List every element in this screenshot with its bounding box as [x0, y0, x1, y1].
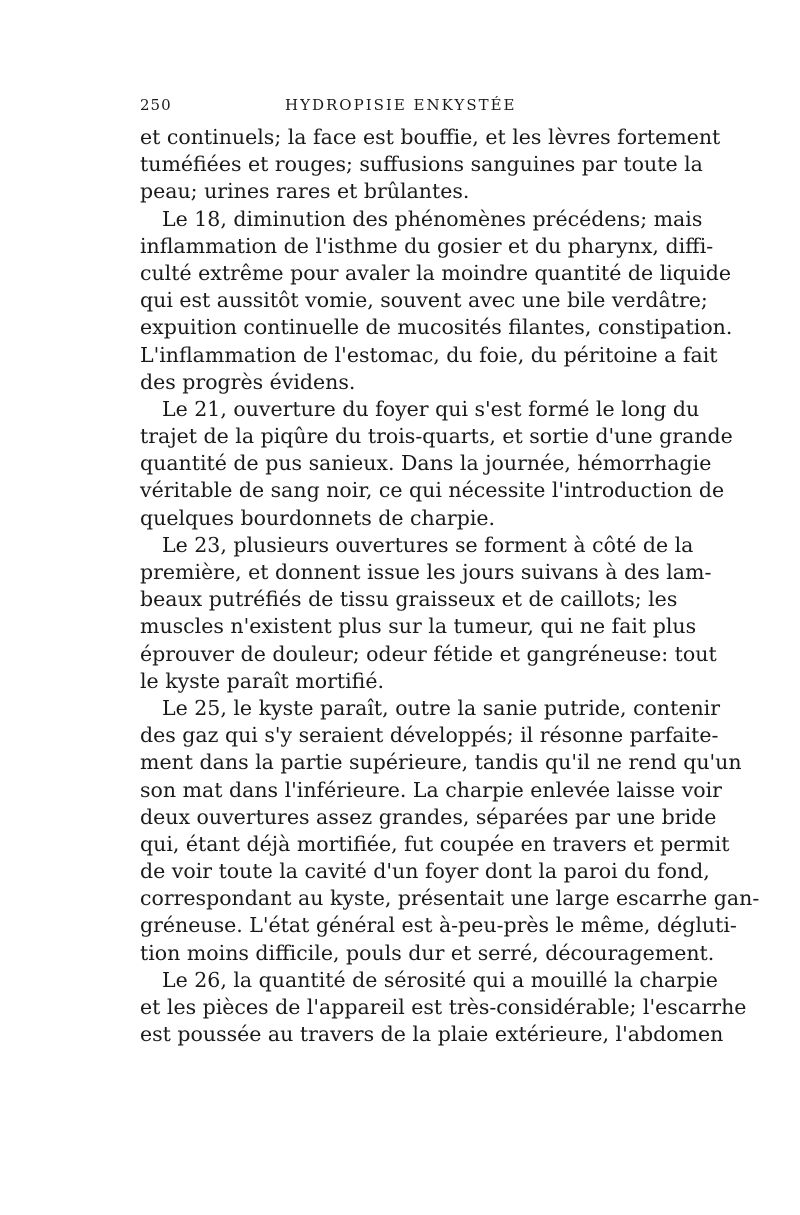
- text-line: première, et donnent issue les jours suivans à des lam-: [140, 560, 712, 584]
- text-line: tion moins difficile, pouls dur et serré, découragement.: [140, 940, 715, 965]
- running-title: HYDROPISIE ENKYSTÉE: [285, 96, 517, 114]
- page-header: [140, 96, 662, 120]
- paragraph-start-line: Le 23, plusieurs ouvertures se forment à côté de la: [162, 532, 694, 557]
- text-line: expuition continuelle de mucosités filantes, constipation.: [140, 315, 733, 340]
- text-line: qui est aussitôt vomie, souvent avec une bile verdâtre;: [140, 288, 708, 313]
- paragraph-start-line: Le 25, le kyste paraît, outre la sanie putride, contenir: [162, 695, 721, 720]
- text-line: est poussée au travers de la plaie extérieure, l'abdomen: [140, 1022, 724, 1047]
- text-line: muscles n'existent plus sur la tumeur, qui ne fait plus: [140, 614, 697, 639]
- text-line: tuméfiées et rouges; suffusions sanguines par toute la: [140, 152, 703, 177]
- page-number: 250: [140, 96, 172, 114]
- text-line: culté extrême pour avaler la moindre quantité de liquide: [140, 260, 731, 285]
- text-line: beaux putréfiés de tissu graisseux et de caillots; les: [140, 587, 678, 612]
- text-line: des gaz qui s'y seraient développés; il résonne parfaite-: [140, 723, 719, 748]
- text-line: correspondant au kyste, présentait une large escarrhe gan-: [140, 886, 760, 911]
- paragraph-start-line: Le 21, ouverture du foyer qui s'est formé le long du: [162, 396, 700, 421]
- text-line: ment dans la partie supérieure, tandis qu'il ne rend qu'un: [140, 750, 742, 775]
- body-text: [140, 124, 760, 1048]
- text-line: inflammation de l'isthme du gosier et du pharynx, diffi-: [140, 233, 714, 258]
- text-line: quantité de pus sanieux. Dans la journée, hémorrhagie: [140, 451, 712, 476]
- text-line: éprouver de douleur; odeur fétide et gangréneuse: tout: [140, 641, 717, 666]
- paragraph-start-line: Le 18, diminution des phénomènes précédens; mais: [162, 206, 703, 231]
- text-line: véritable de sang noir, ce qui nécessite l'introduction de: [140, 478, 725, 503]
- text-line: quelques bourdonnets de charpie.: [140, 505, 496, 530]
- text-line: gréneuse. L'état général est à-peu-près le même, dégluti-: [140, 913, 737, 938]
- text-line: le kyste paraît mortifié.: [140, 668, 384, 693]
- text-line: son mat dans l'inférieure. La charpie enlevée laisse voir: [140, 777, 722, 802]
- text-line: trajet de la piqûre du trois-quarts, et sortie d'une grande: [140, 424, 733, 449]
- text-line: peau; urines rares et brûlantes.: [140, 179, 470, 204]
- text-line: qui, étant déjà mortifiée, fut coupée en travers et permit: [140, 831, 730, 856]
- paragraph-start-line: Le 26, la quantité de sérosité qui a mouillé la charpie: [162, 967, 718, 992]
- text-line: des progrès évidens.: [140, 369, 356, 394]
- text-line: et continuels; la face est bouffie, et les lèvres fortement: [140, 125, 721, 149]
- text-line: de voir toute la cavité d'un foyer dont la paroi du fond,: [140, 859, 710, 884]
- text-line: et les pièces de l'appareil est très-considérable; l'escarrhe: [140, 995, 747, 1019]
- text-line: deux ouvertures assez grandes, séparées par une bride: [140, 804, 717, 829]
- text-line: L'inflammation de l'estomac, du foie, du péritoine a fait: [140, 342, 718, 367]
